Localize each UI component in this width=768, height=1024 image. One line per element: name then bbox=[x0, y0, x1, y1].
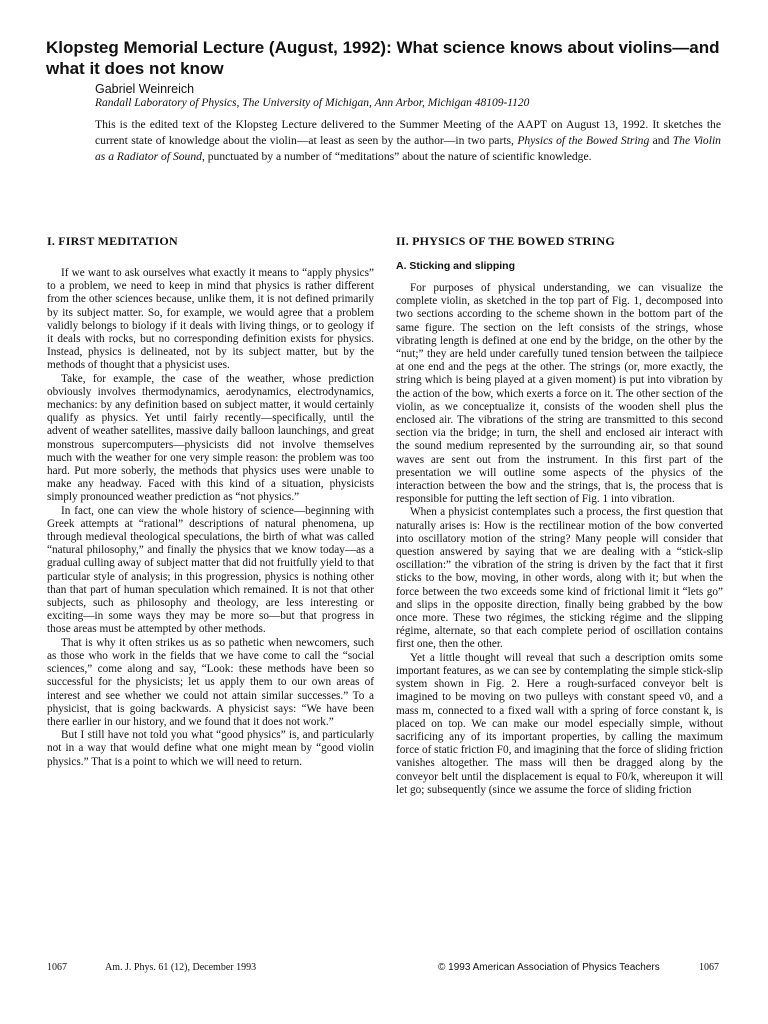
left-column bbox=[47, 233, 374, 769]
author-name: Gabriel Weinreich bbox=[95, 82, 195, 96]
italic-title: The Violin as a Radiator of Sound bbox=[95, 134, 721, 163]
page-number-left: 1067 bbox=[47, 962, 67, 973]
subsection-heading-sticking-slipping: A. Sticking and slipping bbox=[396, 260, 516, 272]
right-column bbox=[396, 233, 723, 797]
author-affiliation: Randall Laboratory of Physics, The University of Michigan, Ann Arbor, Michigan 48109-1120 bbox=[95, 97, 530, 109]
paragraph: But I still have not told you what “good physics” is, and particularly not in a way that would define what one might mean by “good violin physics.” That is a point to which we will need to return. bbox=[47, 729, 374, 768]
italic-title: Physics of the Bowed String bbox=[517, 134, 650, 147]
paragraph: For purposes of physical understanding, we can visualize the complete violin, as sketched in the top part of Fig. 1, decomposed into two sections according to the scheme shown in the bottom part of the same figure. The section on the left consists of the strings, whose vibrating length is defined at one end by the bridge, on the other by the “nut;” they are held under carefully tuned tension between the tailpiece at one end and the pegs at the other. The strings (or, more exactly, the string which is being played at a given moment) is put into vibration by the action of the bow, which exerts a force on it. The other section of the violin, as we conceptualize it, consists of the wooden shell plus the enclosed air. The vibrations of the string are transmitted to this second section via the bridge; in turn, the shell and enclosed air interact with the sound medium represented by the surrounding air, so that sound waves are sent out from the instrument. In this first part of the presentation we will outline some aspects of the physics of the interaction between the bow and the strings, that is, the process that is responsible for putting the left section of Fig. 1 into vibration. bbox=[396, 282, 723, 506]
journal-citation: Am. J. Phys. 61 (12), December 1993 bbox=[105, 962, 257, 973]
copyright-notice: © 1993 American Association of Physics Teachers bbox=[438, 962, 660, 973]
page-number-right: 1067 bbox=[699, 962, 719, 973]
article-title: Klopsteg Memorial Lecture (August, 1992): What science knows about violins—and what it does not know bbox=[46, 38, 720, 78]
paragraph: In fact, one can view the whole history of science—beginning with Greek attempts at “rational” descriptions of natural phenomena, up through medieval theological speculations, the birth of what was called “natural philosophy,” and finally the physics that we know today—as a gradual culling away of subject matter that did not fruitfully yield to that particular style of analysis; in this progression, physics is nothing other than that part of human speculation which remained. It is not that other subjects, such as philosophy and theology, are less interesting or exciting—in some ways they may be more so—but that progress in those areas must be attempted by other methods. bbox=[47, 504, 374, 636]
section-heading-first-meditation: I. FIRST MEDITATION bbox=[47, 234, 178, 248]
abstract: This is the edited text of the Klopsteg Lecture delivered to the Summer Meeting of the AAPT on August 13, 1992. It sketches the current state of knowledge about the violin—at least as seen by the author—in two parts, Physics of the Bowed String and The Violin as a Radiator of Sound, punctuated by a number of “meditations” about the nature of scientific knowledge. bbox=[95, 118, 721, 163]
paragraph: That is why it often strikes us as so pathetic when newcomers, such as those who work in the fields that we have come to call the “social sciences,” come along and say, “Look: these methods have been so successful for the physicists; let us apply them to our own areas of interest and see whether we could not attain similar successes.” To a physicist, that is going backwards. A physicist says: “We have been there earlier in our history, and we found that it does not work.” bbox=[47, 636, 374, 728]
paragraph: Take, for example, the case of the weather, whose prediction obviously involves thermodynamics, aerodynamics, electrodynamics, mechanics: by any definition based on subject matter, it would certainly qualify as physics. Yet until fairly recently—specifically, until the advent of weather satellites, massive daily balloon launchings, and great monstrous supercomputers—physicists did not involve themselves much with the weather for one very simple reason: the problem was too hard. Put more soberly, the methods that physics uses were unable to make any headway. Faced with this kind of a situation, physicists simply pronounced weather prediction as “not physics.” bbox=[47, 372, 374, 504]
paragraph: When a physicist contemplates such a process, the first question that naturally arises is: How is the rectilinear motion of the bow converted into oscillatory motion of the string? Many people will consider that question answered by saying that we are dealing with a “stick-slip oscillation:” the vibration of the string is driven by the fact that it first sticks to the bow, moving, in other words, along with it; but when the force between the two exceeds some kind of frictional limit it “lets go” and slips in the opposite direction, finally being grabbed by the bow once more. These two régimes, the sticking régime and the slipping régime, alternate, so that each complete period of oscillation contains first one, then the other. bbox=[396, 506, 723, 651]
paragraph: Yet a little thought will reveal that such a description omits some important features, as we can see by contemplating the simple stick-slip system shown in Fig. 2. Here a rough-surfaced conveyor belt is imagined to be moving on two pulleys with constant speed v0, and a mass m, connected to a fixed wall with a spring of force constant k, is placed on top. We can make our model especially simple, without sacrificing any of its important properties, by calling the maximum force of static friction F0, and imagining that the force of sliding friction vanishes altogether. The mass will then be dragged along by the conveyor belt until the displacement is equal to F0/k, whereupon it will let go; subsequently (since we assume the force of sliding friction bbox=[396, 651, 723, 796]
section-heading-bowed-string: II. PHYSICS OF THE BOWED STRING bbox=[396, 234, 615, 248]
paragraph: If we want to ask ourselves what exactly it means to “apply physics” to a problem, we need to keep in mind that physics is rather different from the other sciences because, unlike them, it is not defined primarily by its subject matter. So, for example, we would agree that a problem validly belongs to biology if it deals with living things, or to geology if it deals with rocks, but no corresponding definition exists for physics. Instead, physics is delineated, not by its subject matter, but by the methods of thought that a physicist uses. bbox=[47, 267, 374, 372]
